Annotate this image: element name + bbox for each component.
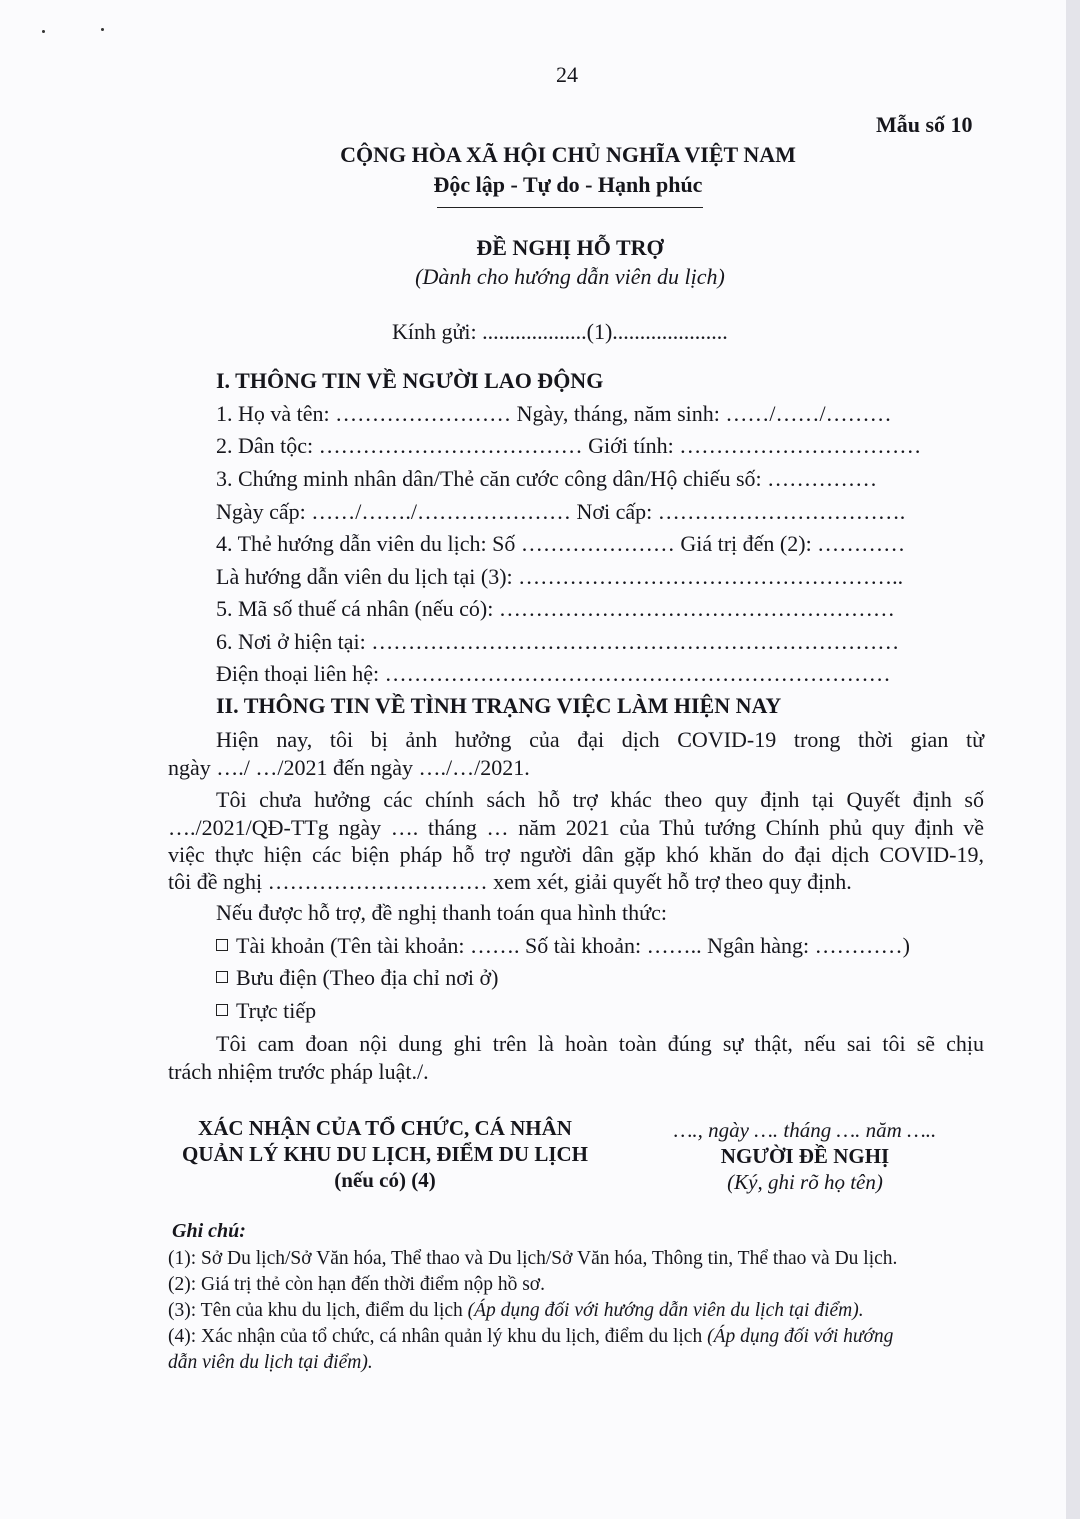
applicant-title: NGƯỜI ĐỀ NGHỊ bbox=[720, 1144, 890, 1168]
note-1: (1): Sở Du lịch/Sở Văn hóa, Thể thao và Du lịch/Sở Văn hóa, Thông tin, Thể thao và Du lịch. bbox=[168, 1248, 898, 1269]
payment-option-direct: Trực tiếp bbox=[216, 998, 986, 1024]
commitment-line2: trách nhiệm trước pháp luật./. bbox=[168, 1059, 429, 1084]
payment-option-account: Tài khoản (Tên tài khoản: ……. Số tài khoản: …….. Ngân hàng: …………) bbox=[216, 933, 986, 959]
field-line-id-number: 3. Chứng minh nhân dân/Thẻ căn cước công dân/Hộ chiếu số: …………… bbox=[216, 466, 878, 491]
payment-option-post: Bưu điện (Theo địa chỉ nơi ở) bbox=[216, 965, 986, 991]
form-subtitle: (Dành cho hướng dẫn viên du lịch) bbox=[415, 264, 725, 289]
signature-date: …., ngày …. tháng …. năm ….. bbox=[673, 1118, 937, 1142]
field-line-tax-code: 5. Mã số thuế cá nhân (nếu có): ……………………………………………… bbox=[216, 596, 895, 621]
paragraph-affected-line1: Hiện nay, tôi bị ảnh hưởng của đại dịch COVID-19 trong thời gian từ bbox=[216, 727, 984, 752]
section-1-heading: I. THÔNG TIN VỀ NGƯỜI LAO ĐỘNG bbox=[216, 368, 604, 393]
motto: Độc lập - Tự do - Hạnh phúc bbox=[433, 172, 703, 197]
form-title: ĐỀ NGHỊ HỖ TRỢ bbox=[476, 235, 664, 260]
notes-title: Ghi chú: bbox=[172, 1220, 246, 1242]
paragraph-affected-line2: ngày …./ …/2021 đến ngày …./…/2021. bbox=[168, 755, 530, 780]
paragraph-not-received-line4: tôi đề nghị ………………………… xem xét, giải quyết hỗ trợ theo quy định. bbox=[168, 869, 852, 894]
confirmation-title-line3: (nếu có) (4) bbox=[334, 1168, 436, 1192]
motto-underline bbox=[437, 207, 703, 208]
paragraph-not-received-line3: việc thực hiện các biện pháp hỗ trợ người dân gặp khó khăn do đại dịch COVID-19, bbox=[168, 842, 984, 867]
field-line-phone: Điện thoại liên hệ: …………………………………………………………… bbox=[216, 661, 891, 686]
scan-speck bbox=[101, 28, 104, 31]
paragraph-not-received-line1: Tôi chưa hưởng các chính sách hỗ trợ khác theo quy định tại Quyết định số bbox=[216, 787, 984, 812]
note-3: (3): Tên của khu du lịch, điểm du lịch (Áp dụng đối với hướng dẫn viên du lịch tại điểm). bbox=[168, 1300, 864, 1321]
applicant-sign-note: (Ký, ghi rõ họ tên) bbox=[727, 1170, 883, 1194]
form-code: Mẫu số 10 bbox=[876, 112, 973, 137]
field-line-residence: 6. Nơi ở hiện tại: ……………………………………………………………… bbox=[216, 629, 900, 654]
commitment-line1: Tôi cam đoan nội dung ghi trên là hoàn toàn đúng sự thật, nếu sai tôi sẽ chịu bbox=[216, 1031, 984, 1056]
scan-speck bbox=[42, 30, 45, 33]
field-line-guide-card: 4. Thẻ hướng dẫn viên du lịch: Số ………………… Giá trị đến (2): ………… bbox=[216, 531, 906, 556]
confirmation-title-line2: QUẢN LÝ KHU DU LỊCH, ĐIỂM DU LỊCH bbox=[181, 1142, 589, 1166]
addressee-line: Kính gửi: ...................(1)..................... bbox=[392, 319, 728, 344]
checkbox-post[interactable] bbox=[216, 971, 228, 983]
note-4-line2: dẫn viên du lịch tại điểm). bbox=[168, 1352, 373, 1373]
section-2-heading: II. THÔNG TIN VỀ TÌNH TRẠNG VIỆC LÀM HIỆN NAY bbox=[216, 693, 782, 718]
checkbox-direct[interactable] bbox=[216, 1004, 228, 1016]
payment-intro: Nếu được hỗ trợ, đề nghị thanh toán qua hình thức: bbox=[216, 900, 667, 925]
note-4-line1: (4): Xác nhận của tổ chức, cá nhân quản lý khu du lịch, điểm du lịch (Áp dụng đối với hướng bbox=[168, 1326, 894, 1347]
paragraph-not-received-line2: …./2021/QĐ-TTg ngày …. tháng … năm 2021 của Thủ tướng Chính phủ quy định về bbox=[168, 815, 984, 840]
nation-header: CỘNG HÒA XÃ HỘI CHỦ NGHĨA VIỆT NAM bbox=[340, 142, 796, 167]
page-edge-shadow bbox=[1066, 0, 1080, 1519]
page-number: 24 bbox=[556, 62, 578, 87]
confirmation-title-line1: XÁC NHẬN CỦA TỔ CHỨC, CÁ NHÂN bbox=[198, 1116, 572, 1140]
checkbox-account[interactable] bbox=[216, 939, 228, 951]
field-line-issue-date-place: Ngày cấp: ……/……./………………… Nơi cấp: ……………………………. bbox=[216, 499, 906, 524]
field-line-guide-location: Là hướng dẫn viên du lịch tại (3): …………………………………………….. bbox=[216, 564, 904, 589]
field-line-name-dob: 1. Họ và tên: …………………… Ngày, tháng, năm sinh: ……/……/……… bbox=[216, 401, 892, 426]
note-2: (2): Giá trị thẻ còn hạn đến thời điểm nộp hồ sơ. bbox=[168, 1274, 545, 1295]
field-line-ethnicity-gender: 2. Dân tộc: ……………………………… Giới tính: …………………………… bbox=[216, 433, 922, 458]
